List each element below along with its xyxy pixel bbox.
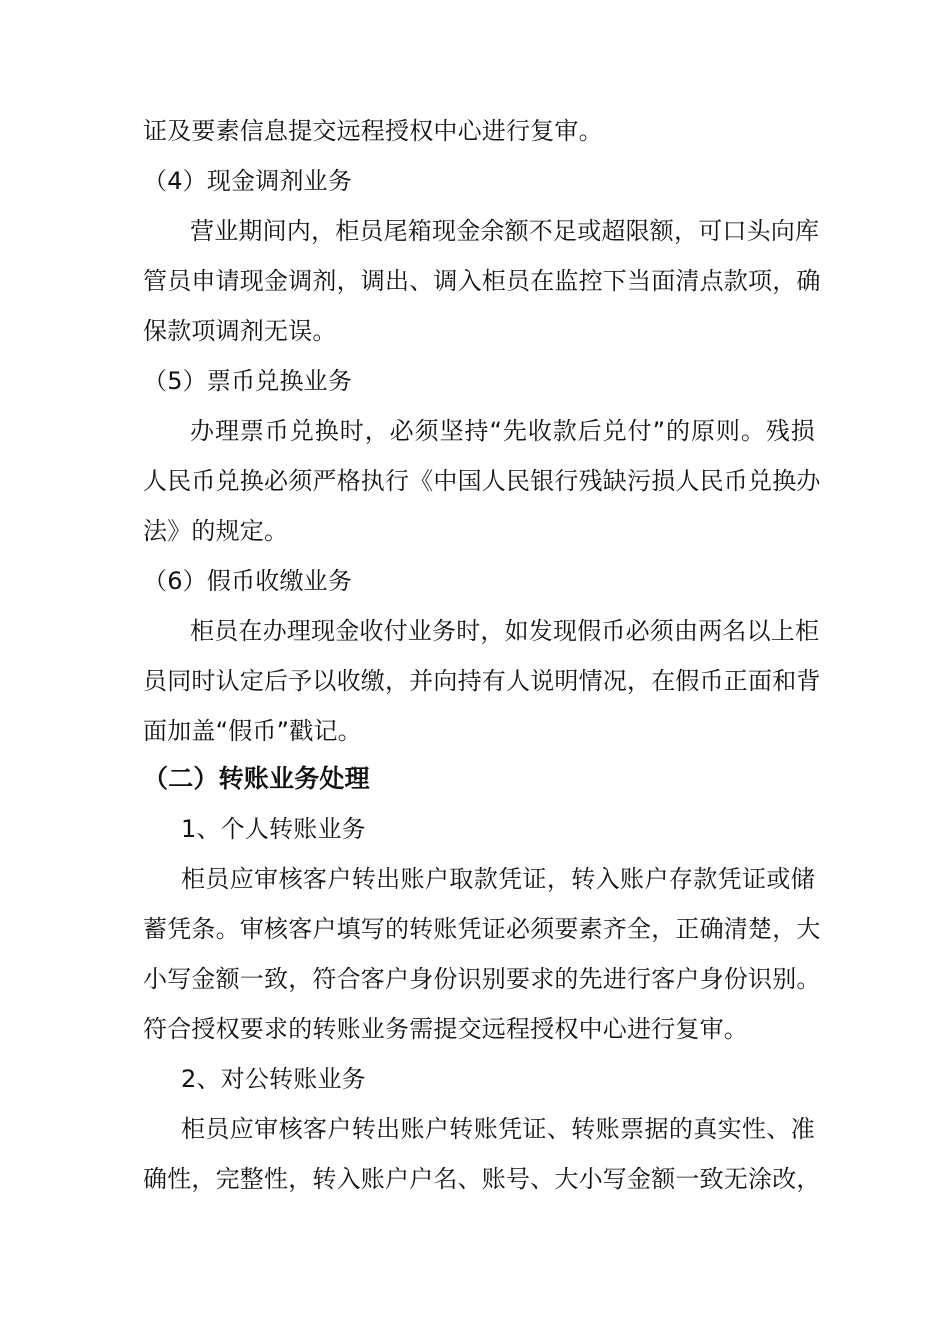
paragraph-line: 证及要素信息提交远程授权中心进行复审。 [143, 117, 603, 145]
paragraph-line: 柜员应审核客户转出账户取款凭证，转入账户存款凭证或储 [181, 865, 815, 893]
paragraph-line: 蓄凭条。审核客户填写的转账凭证必须要素齐全，正确清楚，大 [143, 915, 821, 943]
section-title-counterfeit-collection: （6）假币收缴业务 [143, 567, 353, 595]
paragraph-line: 人民币兑换必须严格执行《中国人民银行残缺污损人民币兑换办 [143, 467, 821, 495]
paragraph-line: 保款项调剂无误。 [143, 317, 337, 345]
paragraph-line: 面加盖“假币”戳记。 [143, 717, 362, 745]
section-title-cash-adjustment: （4）现金调剂业务 [143, 167, 353, 195]
paragraph-line: 柜员应审核客户转出账户转账凭证、转账票据的真实性、准 [181, 1115, 815, 1143]
paragraph-line: 确性，完整性，转入账户户名、账号、大小写金额一致无涂改， [143, 1165, 821, 1193]
paragraph-line: 办理票币兑换时，必须坚持“先收款后兑付”的原则。残损 [190, 417, 815, 445]
subheading-corporate-transfer: 2、对公转账业务 [181, 1065, 366, 1093]
section-title-currency-exchange: （5）票币兑换业务 [143, 367, 353, 395]
paragraph-line: 营业期间内，柜员尾箱现金余额不足或超限额，可口头向库 [190, 217, 820, 245]
paragraph-line: 柜员在办理现金收付业务时，如发现假币必须由两名以上柜 [190, 617, 820, 645]
subheading-personal-transfer: 1、个人转账业务 [181, 815, 366, 843]
paragraph-line: 管员申请现金调剂，调出、调入柜员在监控下当面清点款项，确 [143, 267, 821, 295]
heading-transfer-business: （二）转账业务处理 [143, 764, 370, 793]
paragraph-line: 符合授权要求的转账业务需提交远程授权中心进行复审。 [143, 1015, 748, 1043]
paragraph-line: 小写金额一致，符合客户身份识别要求的先进行客户身份识别。 [143, 965, 821, 993]
paragraph-line: 员同时认定后予以收缴，并向持有人说明情况，在假币正面和背 [143, 667, 821, 695]
paragraph-line: 法》的规定。 [143, 517, 289, 545]
